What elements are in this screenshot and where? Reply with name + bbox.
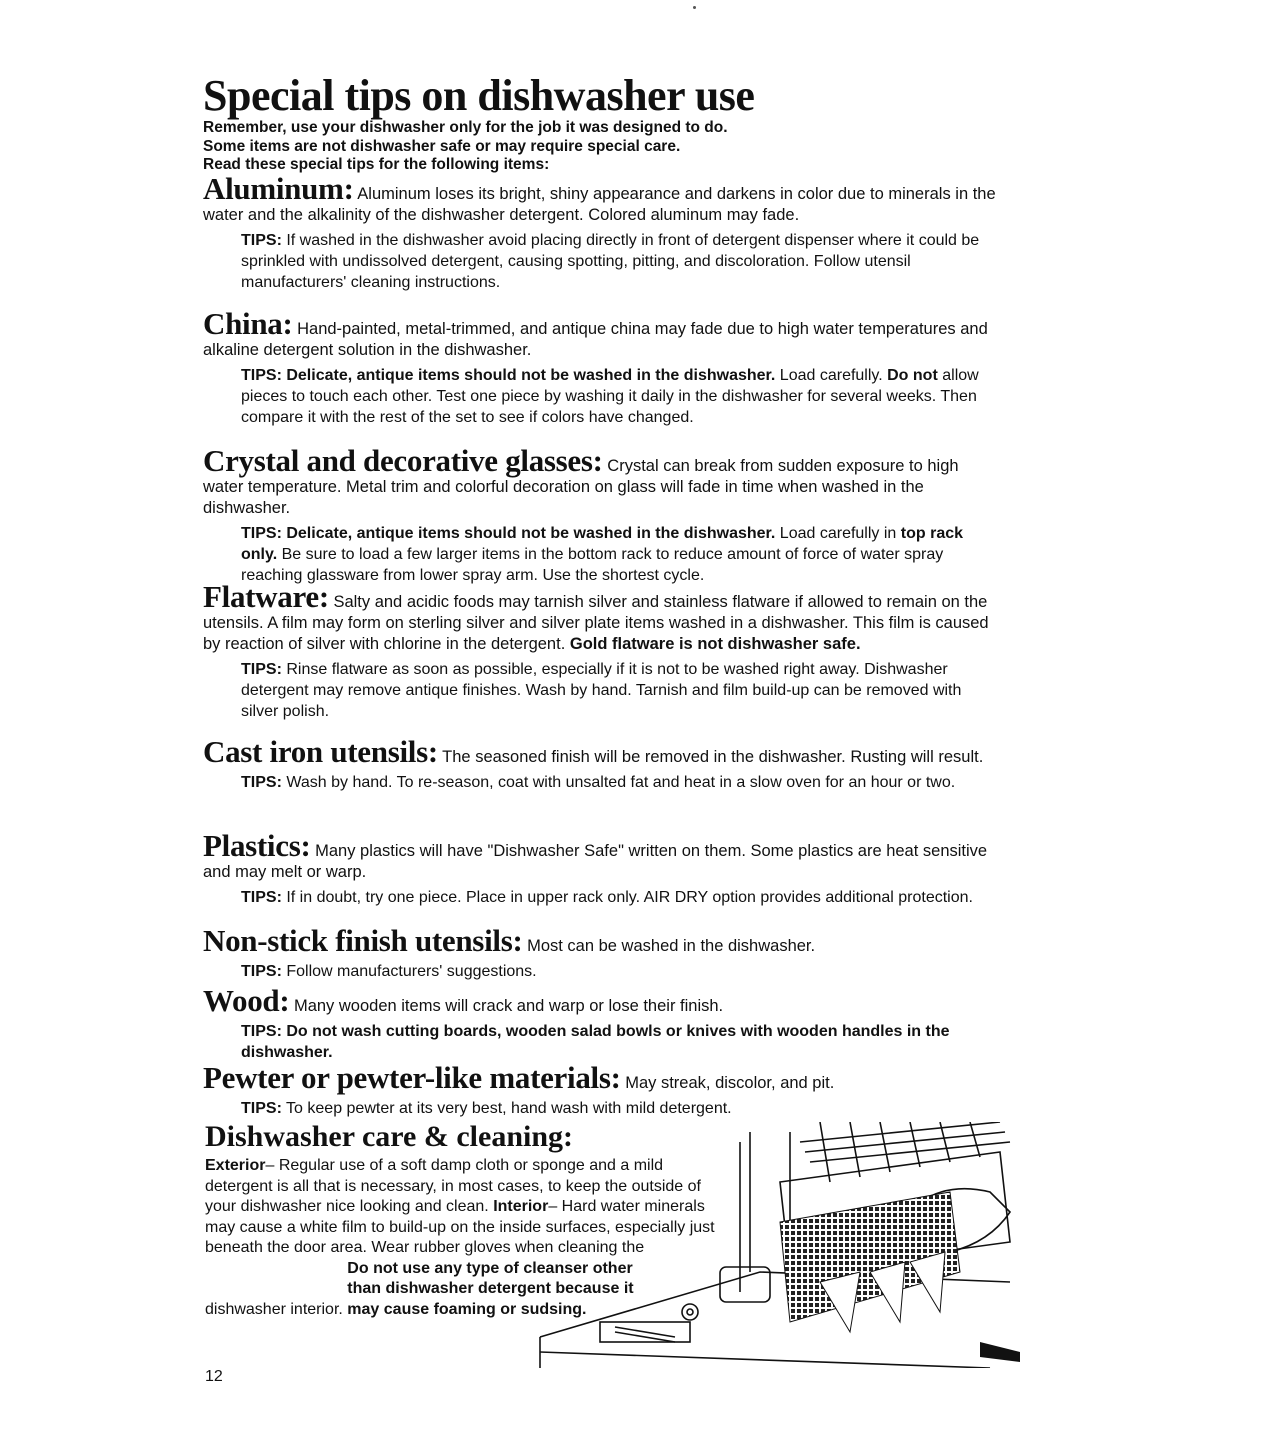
tips-block — [241, 1021, 1003, 1063]
section-crystal — [203, 443, 1003, 586]
section-heading: Pewter or pewter-like materials: — [203, 1060, 621, 1095]
tips-emphasis: top rack only. — [241, 525, 964, 563]
tips-warning: Delicate, antique items should not be washed in the dishwasher. — [286, 525, 776, 542]
tips-text: Load carefully in — [779, 525, 897, 542]
rinse-cap-center — [687, 1309, 693, 1315]
section-text: Aluminum loses its bright, shiny appearance and darkens in color due to minerals in the water and the alkalinity of the dishwasher detergent. Colored aluminum may fade. — [203, 185, 996, 224]
dishwasher-illustration — [520, 1122, 1020, 1368]
section-china — [203, 306, 1003, 428]
upper-rack-wires — [800, 1122, 1010, 1162]
tips-warning: Do not wash cutting boards, wooden salad bowls or knives with wooden handles in the dishwasher. — [241, 1023, 950, 1061]
section-wood — [203, 983, 1003, 1063]
tips-block — [241, 230, 1003, 293]
page-number: 12 — [205, 1368, 223, 1385]
tips-block — [241, 961, 1003, 982]
exterior-text: – Regular use of a soft damp cloth or sponge and a mild detergent is all that is necessary, in most cases, to keep the outside of your dishwasher nice looking and clean. — [205, 1157, 701, 1215]
exterior-label: Exterior — [205, 1157, 266, 1174]
section-text: Many wooden items will crack and warp or lose their finish. — [293, 997, 724, 1015]
tips-block — [241, 1098, 1003, 1119]
section-plastics — [203, 828, 1003, 908]
tips-block — [241, 772, 1003, 793]
tips-warning: Delicate, antique items should not be washed in the dishwasher. — [286, 367, 776, 384]
tips-emphasis: Do not — [887, 367, 938, 384]
panel-grille — [615, 1327, 675, 1342]
tips-text: Rinse flatware as soon as possible, especially if it is not to be washed right away. Dishwasher detergent may remove antique finishes. Wash by hand. Tarnish and film build-up can be removed with silver polish. — [241, 661, 962, 720]
section-pewter — [203, 1060, 1003, 1119]
section-text: Many plastics will have "Dishwasher Safe" written on them. Some plastics are heat sensitive and may melt or warp. — [203, 842, 988, 881]
tips-label: TIPS: — [241, 1100, 282, 1117]
tips-label: TIPS: — [241, 1023, 282, 1040]
tips-label: TIPS: — [241, 661, 282, 678]
section-text: Crystal can break from sudden exposure to high water temperature. Metal trim and colorful decoration on glass will fade in time when washed in the dishwasher. — [203, 457, 959, 517]
section-heading: Plastics: — [203, 828, 311, 863]
section-flatware — [203, 579, 1003, 722]
tips-label: TIPS: — [241, 525, 282, 542]
tips-text: Follow manufacturers' suggestions. — [286, 963, 537, 980]
tips-label: TIPS: — [241, 963, 282, 980]
tips-block — [241, 887, 1003, 908]
care-heading: Dishwasher care & cleaning: — [205, 1120, 574, 1153]
intro-block — [203, 119, 1023, 175]
section-heading: Wood: — [203, 983, 290, 1018]
section-heading: China: — [203, 306, 293, 341]
tips-text: If in doubt, try one piece. Place in upper rack only. AIR DRY option provides additional protection. — [286, 889, 973, 906]
intro-line: Some items are not dishwasher safe or may require special care. — [203, 137, 681, 155]
interior-label: Interior — [493, 1198, 549, 1215]
tips-label: TIPS: — [241, 367, 282, 384]
interior-text: – Hard water minerals may cause a white film to build-up on the inside surfaces, especially just beneath the door area. Wear rubber gloves when cleaning the dishwasher interior. — [205, 1198, 715, 1318]
section-text: The seasoned finish will be removed in the dishwasher. Rusting will result. — [442, 748, 984, 766]
section-text: May streak, discolor, and pit. — [625, 1074, 835, 1092]
tips-label: TIPS: — [241, 232, 282, 249]
tips-block — [241, 365, 1003, 428]
section-text: Most can be washed in the dishwasher. — [527, 937, 816, 955]
page-title: Special tips on dishwasher use — [203, 71, 755, 120]
section-heading: Aluminum: — [203, 171, 354, 206]
tips-text: To keep pewter at its very best, hand wash with mild detergent. — [286, 1100, 732, 1117]
tips-block — [241, 659, 1003, 722]
door-edge — [540, 1352, 990, 1368]
section-heading: Cast iron utensils: — [203, 734, 438, 769]
section-non-stick — [203, 923, 1003, 982]
section-warning: Gold flatware is not dishwasher safe. — [569, 635, 861, 653]
tips-block — [241, 523, 1003, 586]
tips-text: allow pieces to touch each other. Test one piece by washing it daily in the dishwasher for several weeks. Then compare it with the rest of the set to see if colors have changed. — [241, 367, 979, 426]
section-text: Hand-painted, metal-trimmed, and antique china may fade due to high water temperatures and alkaline detergent solution in the dishwasher. — [203, 320, 988, 359]
tips-text: Wash by hand. To re-season, coat with unsalted fat and heat in a slow oven for an hour or two. — [286, 774, 956, 791]
section-heading: Crystal and decorative glasses: — [203, 443, 603, 478]
door-latch — [980, 1342, 1020, 1362]
tips-label: TIPS: — [241, 889, 282, 906]
section-text: Salty and acidic foods may tarnish silver and stainless flatware if allowed to remain on the utensils. A film may form on sterling silver and silver plate items washed in a dishwasher. This film is caused by reaction of silver with chlorine in the detergent. — [203, 593, 989, 653]
section-aluminum — [203, 171, 1003, 293]
intro-line: Read these special tips for the following items: — [203, 156, 550, 173]
section-heading: Flatware: — [203, 579, 329, 614]
speck-mark — [693, 6, 696, 9]
tips-text: Be sure to load a few larger items in the bottom rack to reduce amount of force of water spray reaching glassware from lower spray arm. Use the shortest cycle. — [241, 546, 944, 584]
section-cast-iron — [203, 734, 1003, 793]
intro-line: Remember, use your dishwasher only for the job it was designed to do. — [203, 119, 728, 136]
tips-label: TIPS: — [241, 774, 282, 791]
rinse-cap — [682, 1304, 698, 1320]
section-heading: Non-stick finish utensils: — [203, 923, 523, 958]
care-warning: Do not use any type of cleanser other than dishwasher detergent because it may cause foaming or sudsing. — [347, 1259, 634, 1318]
tips-text: Load carefully. — [779, 367, 883, 384]
tips-text: If washed in the dishwasher avoid placing directly in front of detergent dispenser where it could be sprinkled with undissolved detergent, causing spotting, pitting, and discoloration. Follow utensil manufacturers' cleaning instructions. — [241, 232, 980, 291]
